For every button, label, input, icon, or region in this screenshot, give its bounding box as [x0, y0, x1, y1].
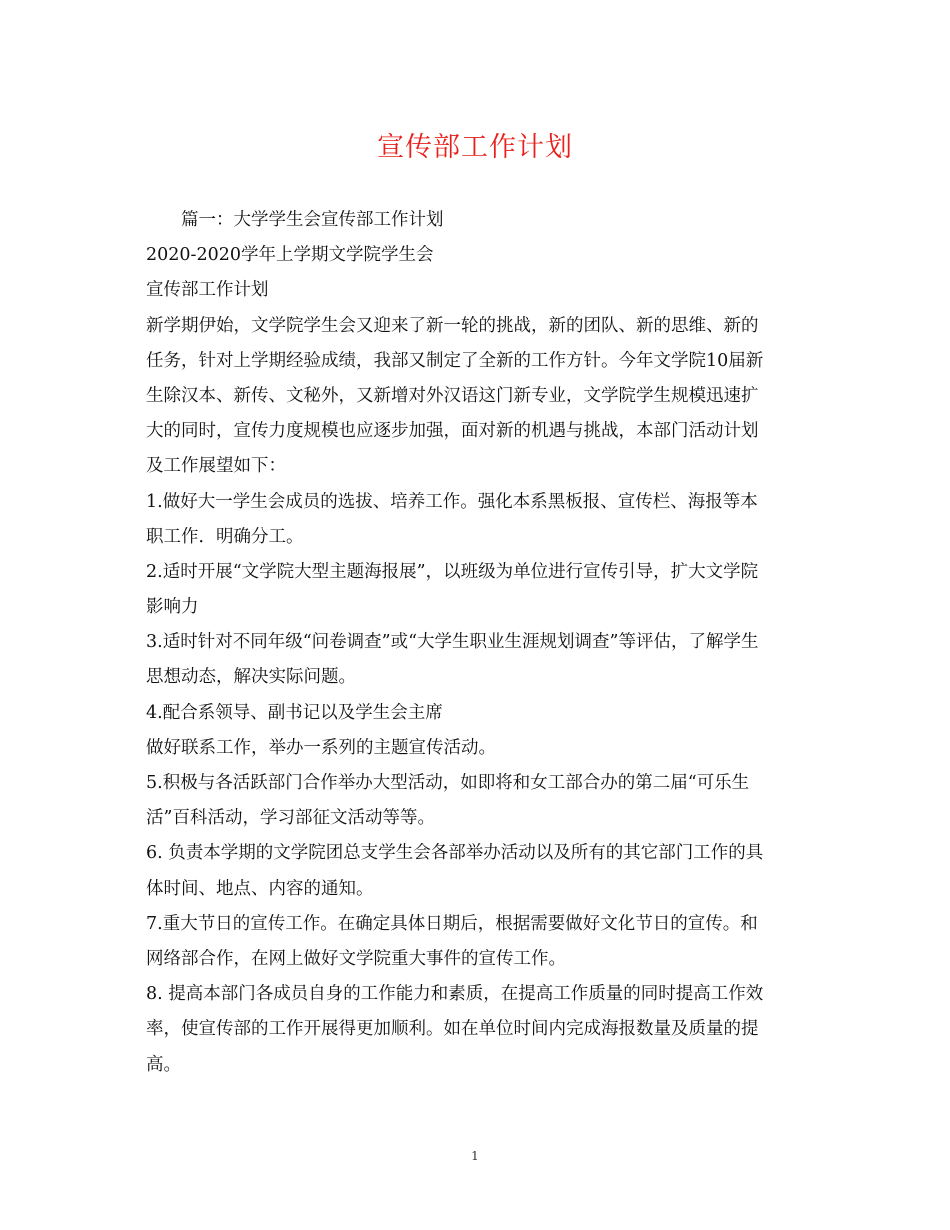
body-line: 7.重大节日的宣传工作。在确定具体日期后，根据需要做好文化节日的宣传。和 — [146, 913, 758, 934]
body-line: 任务，针对上学期经验成绩，我部又制定了全新的工作方针。今年文学院10届新 — [146, 350, 764, 371]
body-line: 影响力 — [146, 597, 199, 618]
body-line: 4.配合系领导、副书记以及学生会主席 — [146, 702, 443, 723]
body-line: 篇一：大学学生会宣传部工作计划 — [146, 210, 444, 230]
body-line: 1.做好大一学生会成员的选拔、培养工作。强化本系黑板报、宣传栏、海报等本 — [146, 491, 758, 512]
body-line: 8. 提高本部门各成员自身的工作能力和素质，在提高工作质量的同时提高工作效 — [146, 984, 764, 1005]
body-line: 做好联系工作，举办一系列的主题宣传活动。 — [146, 737, 496, 758]
body-line: 新学期伊始，文学院学生会又迎来了新一轮的挑战，新的团队、新的思维、新的 — [146, 315, 759, 336]
body-line: 大的同时，宣传力度规模也应逐步加强，面对新的机遇与挑战，本部门活动计划 — [146, 421, 759, 442]
body-line: 生除汉本、新传、文秘外，又新增对外汉语这门新专业，文学院学生规模迅速扩 — [146, 385, 759, 406]
document-title: 宣传部工作计划 — [377, 132, 573, 163]
body-line: 5.积极与各活跃部门合作举办大型活动，如即将和女工部合办的第二届“可乐生 — [146, 773, 750, 793]
body-line: 宣传部工作计划 — [146, 280, 269, 301]
body-line: 2020-2020学年上学期文学院学生会 — [146, 245, 434, 266]
body-line: 思想动态，解决实际问题。 — [146, 667, 356, 688]
body-line: 活”百科活动，学习部征文活动等等。 — [146, 808, 435, 829]
document-body — [146, 203, 812, 1083]
body-line: 率，使宣传部的工作开展得更加顺利。如在单位时间内完成海报数量及质量的提 — [146, 1019, 759, 1040]
body-line: 及工作展望如下： — [146, 456, 286, 477]
body-line: 2.适时开展“文学院大型主题海报展”，以班级为单位进行宣传引导，扩大文学院 — [146, 561, 759, 582]
body-line: 体时间、地点、内容的通知。 — [146, 878, 374, 899]
page-number: 1 — [471, 1149, 479, 1163]
body-line: 网络部合作，在网上做好文学院重大事件的宣传工作。 — [146, 948, 566, 969]
body-line: 6. 负责本学期的文学院团总支学生会各部举办活动以及所有的其它部门工作的具 — [146, 843, 764, 864]
body-line: 高。 — [146, 1054, 181, 1075]
body-line: 3.适时针对不同年级“问卷调查”或“大学生职业生涯规划调查”等评估，了解学生 — [146, 632, 759, 653]
body-line: 职工作．明确分工。 — [146, 526, 304, 547]
